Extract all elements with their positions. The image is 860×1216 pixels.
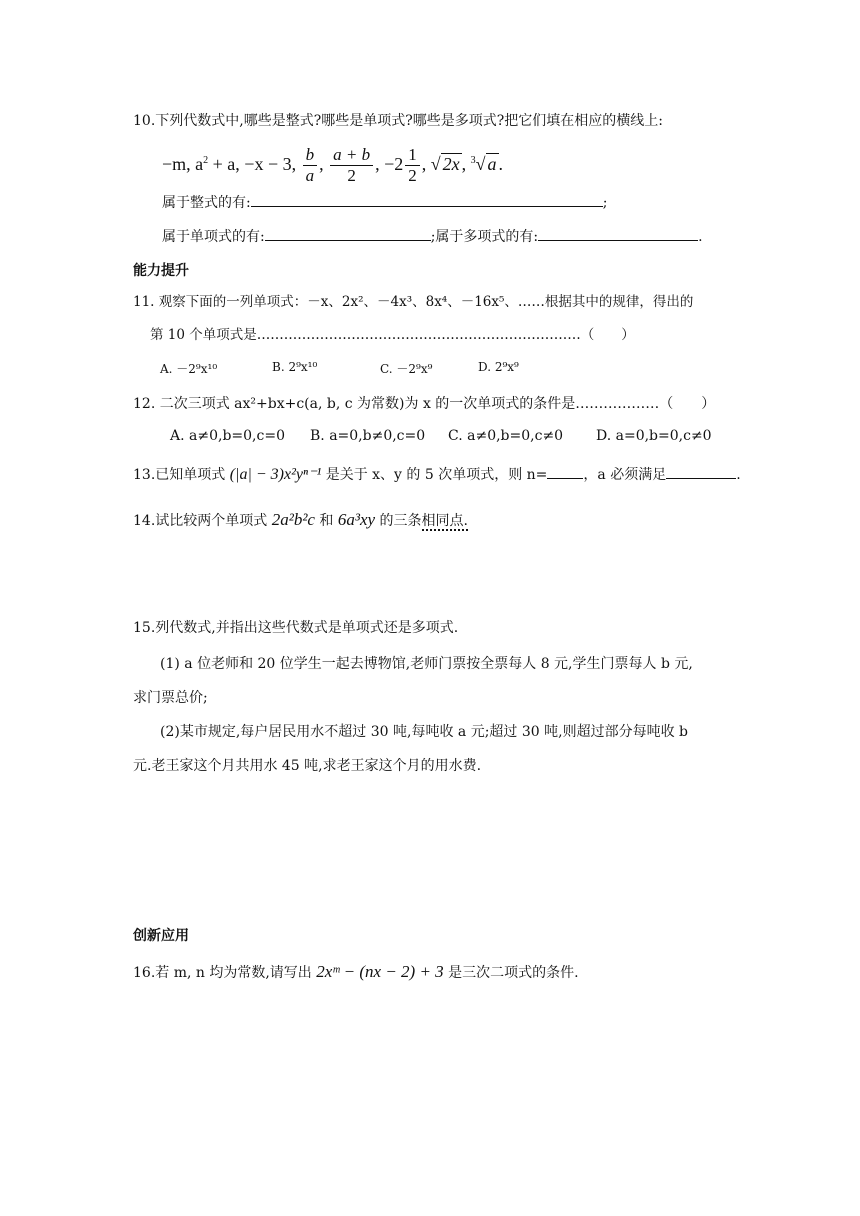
q12-stem: 12. 二次三项式 ax²+bx+c(a, b, c 为常数)为 x 的一次单项式的条件是………………（ ） bbox=[133, 396, 716, 412]
q11-option-c[interactable]: C. －2⁹x⁹ bbox=[380, 362, 433, 376]
q11-stem: 11. 观察下面的一列单项式：－x、2x²、－4x³、8x⁴、－16x⁵、……根据其中的规律，得出的 bbox=[133, 294, 694, 310]
q10-monomial-label: 属于单项式的有: bbox=[162, 229, 265, 245]
q15-part1-cont: 求门票总价; bbox=[133, 690, 208, 706]
q10-monomial-line: 属于单项式的有: ;属于多项式的有: . bbox=[162, 226, 703, 247]
q11-option-b[interactable]: B. 2⁹x¹⁰ bbox=[272, 360, 318, 374]
q12-option-d[interactable]: D. a=0,b=0,c≠0 bbox=[596, 428, 712, 444]
q10-monomial-blank[interactable] bbox=[265, 226, 431, 241]
q13-line: 13.已知单项式 (|a| − 3)x²yⁿ⁻¹ 是关于 x、y 的 5 次单项式，则 n= ，a 必须满足 . bbox=[133, 466, 741, 483]
q15-part2-cont: 元.老王家这个月共用水 45 吨,求老王家这个月的用水费. bbox=[133, 758, 482, 774]
q10-frac-b-over-a: $\frac{b}{a}$ bbox=[303, 145, 318, 186]
q10-integral-line bbox=[162, 192, 607, 213]
q16-prefix: 16.若 m, n 均为常数,请写出 bbox=[133, 965, 312, 981]
q16-line bbox=[133, 962, 579, 983]
q13-prefix: 13.已知单项式 bbox=[133, 467, 226, 483]
q10-expr-a-sup: 2 bbox=[203, 155, 209, 166]
q10-expr-b: + a, −x − 3, bbox=[208, 154, 297, 174]
q15-part2: (2)某市规定,每户居民用水不超过 30 吨,每吨收 a 元;超过 30 吨,则超过部分每吨收 b bbox=[160, 724, 688, 740]
q15-part1: (1) a 位老师和 20 位学生一起去博物馆,老师门票按全票每人 8 元,学生门票每人 b 元, bbox=[160, 656, 693, 672]
q14-prefix: 14.试比较两个单项式 bbox=[133, 513, 268, 529]
q10-frac-a-plus-b-over-2: $\frac{a + b}{2}$ bbox=[330, 145, 373, 186]
q10-integral-label: 属于整式的有: bbox=[162, 195, 251, 211]
section-heading-innovation: 创新应用 bbox=[133, 928, 189, 944]
q10-integral-end: ; bbox=[602, 195, 608, 211]
q14-monomial-2: 6a³xy bbox=[337, 510, 376, 529]
q16-expression: 2xᵐ − (nx − 2) + 3 bbox=[316, 962, 444, 981]
q10-stem: 10.下列代数式中,哪些是整式?哪些是单项式?哪些是多项式?把它们填在相应的横线上: bbox=[133, 113, 663, 129]
q14-emphasis: 相同点. bbox=[421, 513, 468, 529]
q12-option-a[interactable]: A. a≠0,b=0,c=0 bbox=[170, 428, 285, 444]
q10-expression: −m, $a^2 + a$, −x − 3, $\frac{b}{a}$ , $\frac{a + b}{2}$ , −2 $\frac{1}{2}$ , √ 2x , $^3$√ a . bbox=[162, 145, 504, 186]
q10-frac-one-half: $\frac{1}{2}$ bbox=[405, 145, 420, 186]
q10-expr-a: −m, a bbox=[162, 154, 204, 174]
q10-mixed-int: , −2 bbox=[375, 154, 404, 174]
q12-option-c[interactable]: C. a≠0,b=0,c≠0 bbox=[448, 428, 564, 444]
q12-option-b[interactable]: B. a=0,b≠0,c=0 bbox=[310, 428, 426, 444]
q13-expression: (|a| − 3)x²yⁿ⁻¹ bbox=[229, 466, 322, 483]
q10-integral-blank[interactable] bbox=[251, 192, 603, 207]
q14-suffix: 的三条 bbox=[379, 513, 422, 529]
q13-n-blank[interactable] bbox=[547, 464, 583, 479]
section-heading-ability: 能力提升 bbox=[133, 263, 189, 279]
q13-a-blank[interactable] bbox=[666, 464, 736, 479]
q13-mid: 是关于 x、y 的 5 次单项式，则 n= bbox=[325, 467, 548, 483]
q15-stem: 15.列代数式,并指出这些代数式是单项式还是多项式. bbox=[133, 620, 459, 636]
q10-cbrt-a: $^3$√ a bbox=[470, 154, 497, 174]
q14-monomial-1: 2a²b²c bbox=[271, 510, 315, 529]
q11-option-d[interactable]: D. 2⁹x⁹ bbox=[478, 360, 519, 374]
q16-suffix: 是三次二项式的条件. bbox=[448, 965, 579, 981]
q10-sqrt-2x: √ 2x bbox=[430, 154, 460, 174]
q11-option-a[interactable]: A. －2⁹x¹⁰ bbox=[160, 362, 218, 376]
q10-polynomial-blank[interactable] bbox=[538, 226, 698, 241]
q13-mid2: ，a 必须满足 bbox=[583, 467, 667, 483]
q14-and: 和 bbox=[319, 513, 334, 529]
q10-polynomial-label: ;属于多项式的有: bbox=[430, 229, 539, 245]
q11-stem-continued: 第 10 个单项式是………………………………………………………………（ ） bbox=[150, 327, 635, 343]
q14-line bbox=[133, 510, 468, 531]
